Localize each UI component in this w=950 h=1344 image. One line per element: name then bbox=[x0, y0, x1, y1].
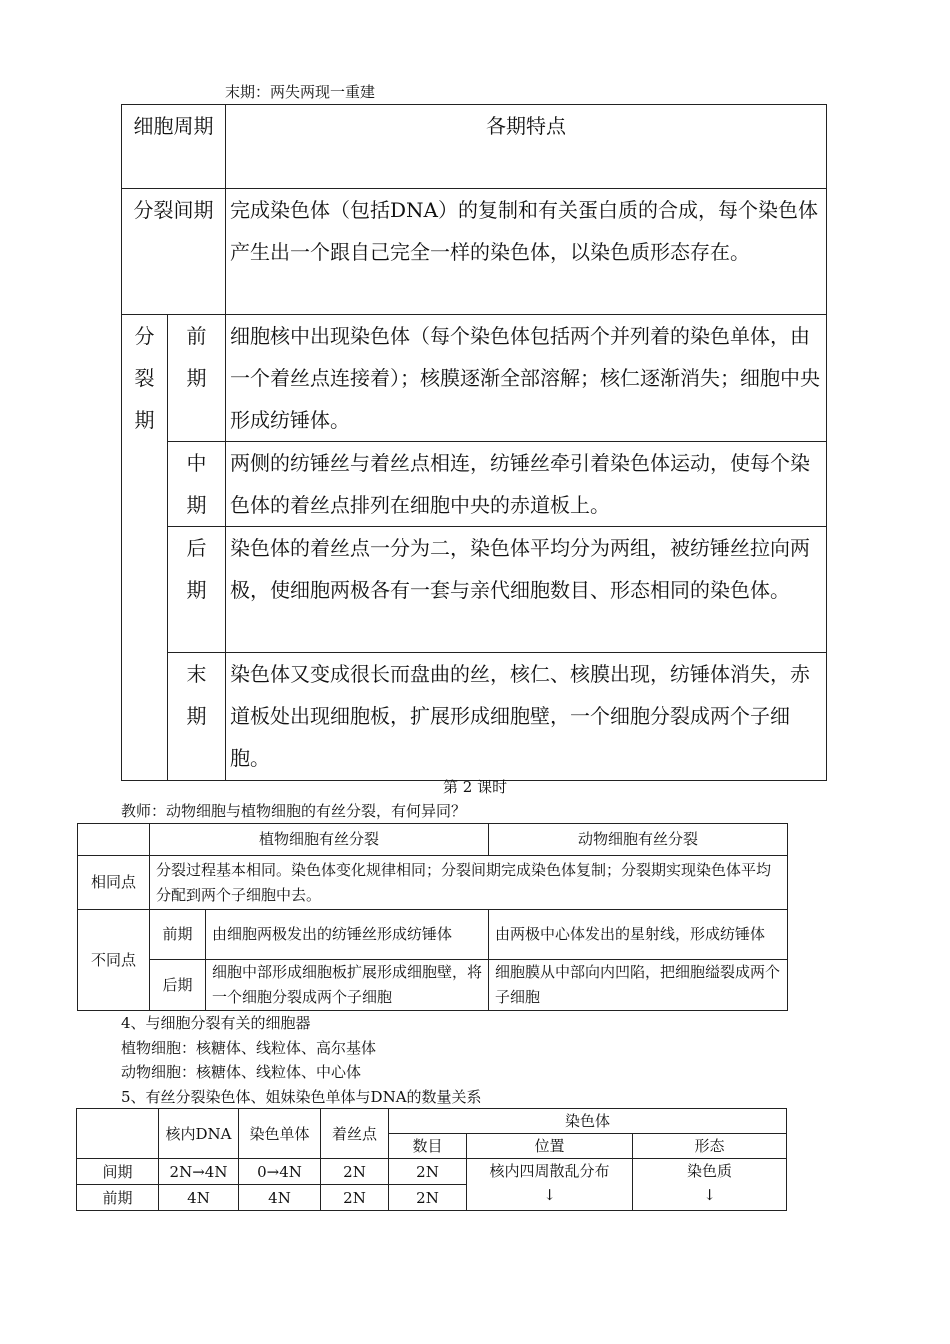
row-centromere: 2N bbox=[321, 1185, 389, 1211]
phase-label: 后期 bbox=[168, 527, 226, 653]
h-shape: 形态 bbox=[633, 1134, 787, 1159]
h-position: 位置 bbox=[467, 1134, 633, 1159]
empty-cell bbox=[77, 1109, 159, 1159]
down-arrow-icon: ↓ bbox=[543, 1186, 556, 1204]
position-cell bbox=[467, 1159, 633, 1211]
section4-title: 4、与细胞分裂有关的细胞器 bbox=[121, 1014, 311, 1032]
section5-title: 5、有丝分裂染色体、姐妹染色单体与DNA的数量关系 bbox=[121, 1088, 482, 1106]
interphase-label: 分裂间期 bbox=[122, 189, 226, 315]
phase-text: 染色体的着丝点一分为二，染色体平均分为两组，被纺锤丝拉向两极，使细胞两极各有一套与亲代细胞数目、形态相同的染色体。 bbox=[226, 527, 827, 653]
shape-text: 染色质 bbox=[686, 1162, 732, 1180]
diff-animal: 细胞膜从中部向内凹陷，把细胞缢裂成两个子细胞 bbox=[489, 960, 788, 1011]
same-label: 相同点 bbox=[78, 856, 150, 910]
h-dna: 核内DNA bbox=[159, 1109, 239, 1159]
row-number: 2N bbox=[389, 1159, 467, 1185]
phase-text: 细胞核中出现染色体（每个染色体包括两个并列着的染色单体，由一个着丝点连接着）；核膜逐渐全部溶解；核仁逐渐消失；细胞中央形成纺锤体。 bbox=[226, 315, 827, 442]
header-features: 各期特点 bbox=[226, 105, 827, 189]
position-text: 核内四周散乱分布 bbox=[489, 1162, 610, 1180]
header-note: 末期：两失两现一重建 bbox=[225, 83, 376, 101]
empty-cell bbox=[78, 824, 150, 856]
same-text: 分裂过程基本相同。染色体变化规律相同；分裂间期完成染色体复制；分裂期实现染色体平均分配到两个子细胞中去。 bbox=[150, 856, 788, 910]
plant-header: 植物细胞有丝分裂 bbox=[150, 824, 489, 856]
phase-label: 末期 bbox=[168, 653, 226, 781]
phase-label: 中期 bbox=[168, 442, 226, 527]
row-centromere: 2N bbox=[321, 1159, 389, 1185]
quantity-table bbox=[76, 1108, 787, 1211]
diff-plant: 细胞中部形成细胞板扩展形成细胞壁，将一个细胞分裂成两个子细胞 bbox=[206, 960, 489, 1011]
diff-phase: 前期 bbox=[150, 910, 206, 960]
shape-cell bbox=[633, 1159, 787, 1211]
row-phase: 间期 bbox=[77, 1159, 159, 1185]
section4-plant: 植物细胞：核糖体、线粒体、高尔基体 bbox=[121, 1039, 377, 1057]
row-chromatid: 4N bbox=[239, 1185, 321, 1211]
phase-label: 前期 bbox=[168, 315, 226, 442]
h-number: 数目 bbox=[389, 1134, 467, 1159]
lesson-title: 第 2 课时 bbox=[443, 778, 508, 796]
h-chromatid: 染色单体 bbox=[239, 1109, 321, 1159]
animal-header: 动物细胞有丝分裂 bbox=[489, 824, 788, 856]
interphase-text: 完成染色体（包括DNA）的复制和有关蛋白质的合成，每个染色体产生出一个跟自己完全一样的染色体，以染色质形态存在。 bbox=[226, 189, 827, 315]
section4-animal: 动物细胞：核糖体、线粒体、中心体 bbox=[121, 1063, 362, 1081]
diff-label: 不同点 bbox=[78, 910, 150, 1011]
phase-text: 两侧的纺锤丝与着丝点相连，纺锤丝牵引着染色体运动，使每个染色体的着丝点排列在细胞中央的赤道板上。 bbox=[226, 442, 827, 527]
division-label: 分裂期 bbox=[122, 315, 168, 781]
diff-plant: 由细胞两极发出的纺锤丝形成纺锤体 bbox=[206, 910, 489, 960]
diff-phase: 后期 bbox=[150, 960, 206, 1011]
header-cell-cycle: 细胞周期 bbox=[122, 105, 226, 189]
row-phase: 前期 bbox=[77, 1185, 159, 1211]
down-arrow-icon: ↓ bbox=[703, 1186, 716, 1204]
teacher-question: 教师：动物细胞与植物细胞的有丝分裂，有何异同？ bbox=[121, 802, 467, 820]
row-chromatid: 0→4N bbox=[239, 1159, 321, 1185]
comparison-table bbox=[77, 823, 788, 1011]
h-chromosome: 染色体 bbox=[389, 1109, 787, 1134]
h-centromere: 着丝点 bbox=[321, 1109, 389, 1159]
row-dna: 2N→4N bbox=[159, 1159, 239, 1185]
cell-cycle-table bbox=[121, 104, 827, 781]
diff-animal: 由两极中心体发出的星射线，形成纺锤体 bbox=[489, 910, 788, 960]
row-dna: 4N bbox=[159, 1185, 239, 1211]
phase-text: 染色体又变成很长而盘曲的丝，核仁、核膜出现，纺锤体消失，赤道板处出现细胞板，扩展形成细胞壁，一个细胞分裂成两个子细胞。 bbox=[226, 653, 827, 781]
row-number: 2N bbox=[389, 1185, 467, 1211]
